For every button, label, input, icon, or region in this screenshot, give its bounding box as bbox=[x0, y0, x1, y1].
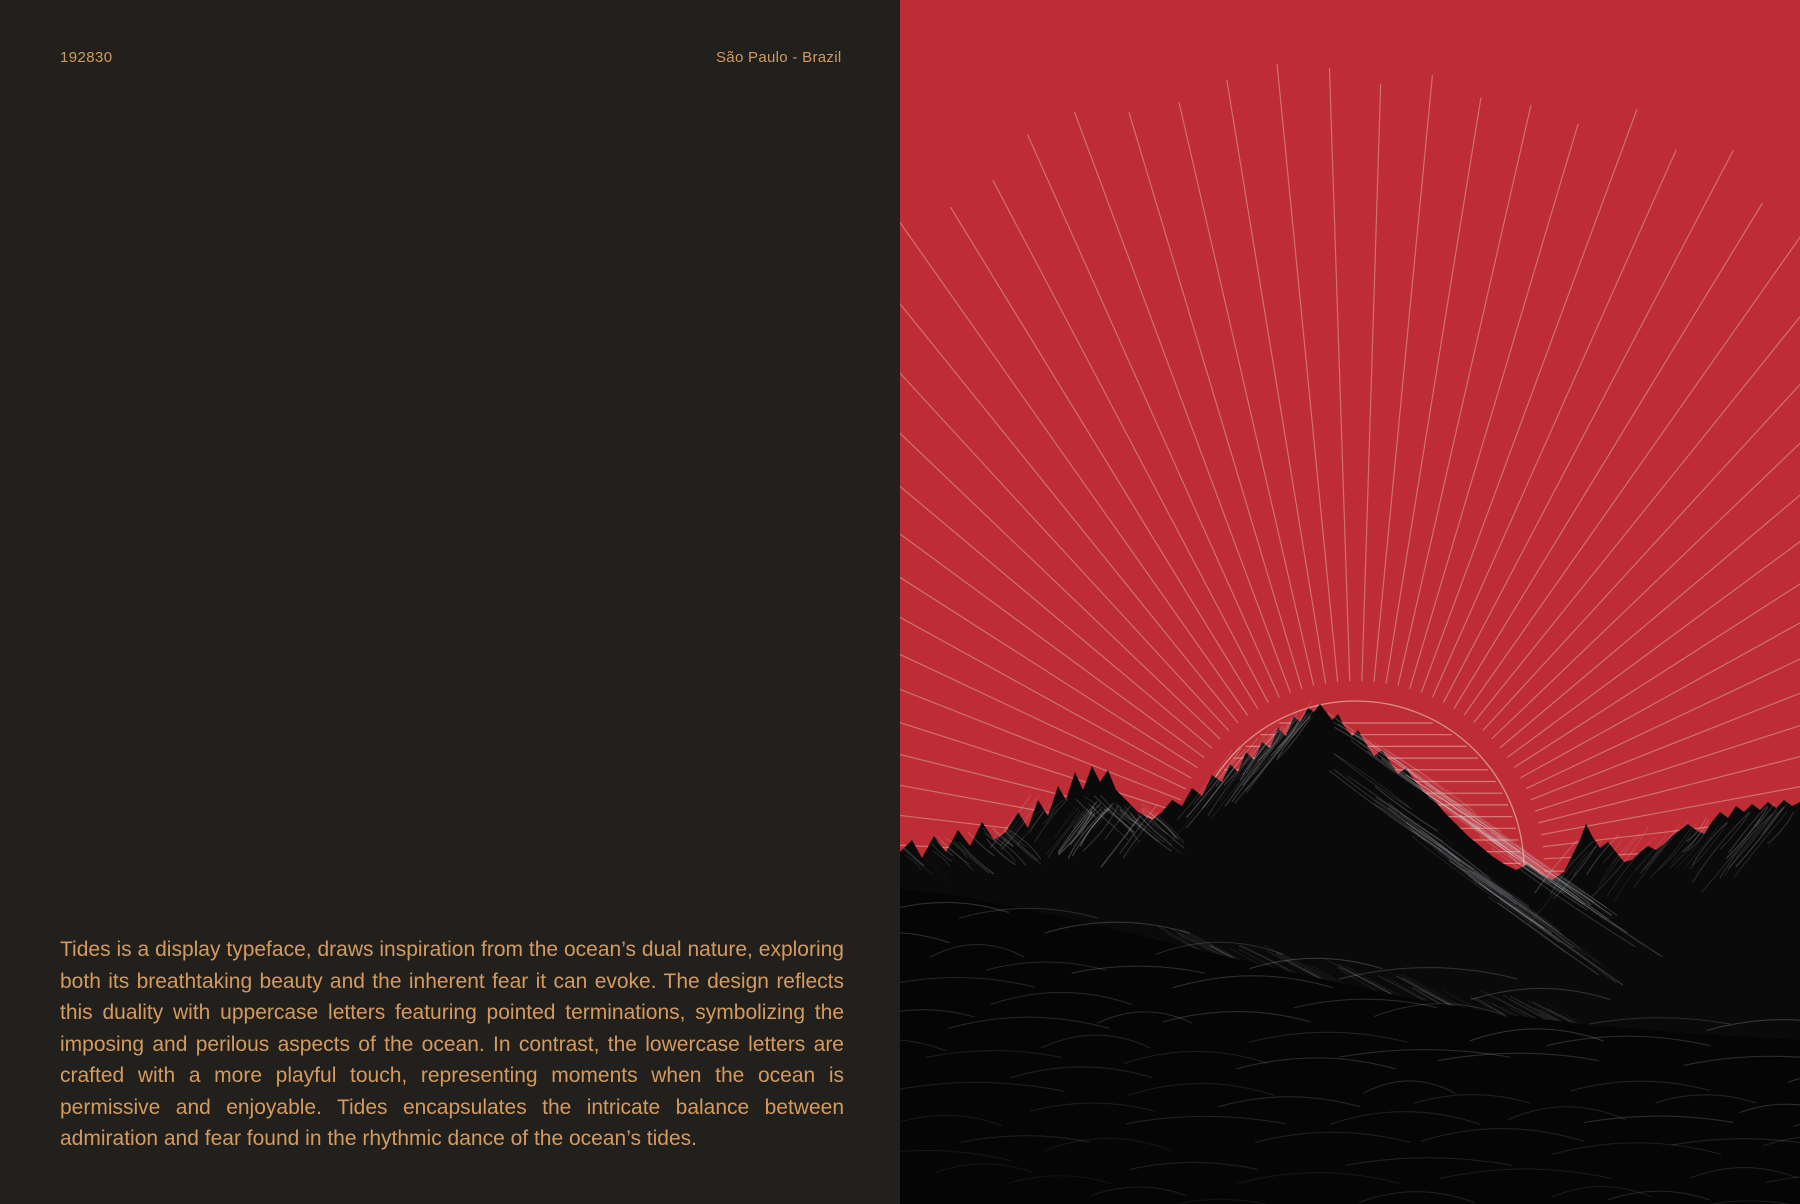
typeface-description: Tides is a display typeface, draws inspiration from the ocean’s dual nature, exploring both its breathtaking beauty and the inherent fear it can evoke. The design reflects this duality with uppercase letters featuring pointed terminations, symbolizing the imposing and perilous aspects of the ocean. In contrast, the lowercase letters are crafted with a more playful touch, representing moments when the ocean is permissive and enjoyable. Tides encapsulates the intricate balance between admiration and fear found in the rhythmic dance of the ocean’s tides. bbox=[60, 938, 844, 1150]
project-ref-number: 192830 bbox=[60, 49, 113, 66]
ocean-sun-illustration bbox=[900, 0, 1800, 1204]
location-label: São Paulo - Brazil bbox=[716, 49, 842, 66]
artwork-panel bbox=[900, 0, 1800, 1204]
